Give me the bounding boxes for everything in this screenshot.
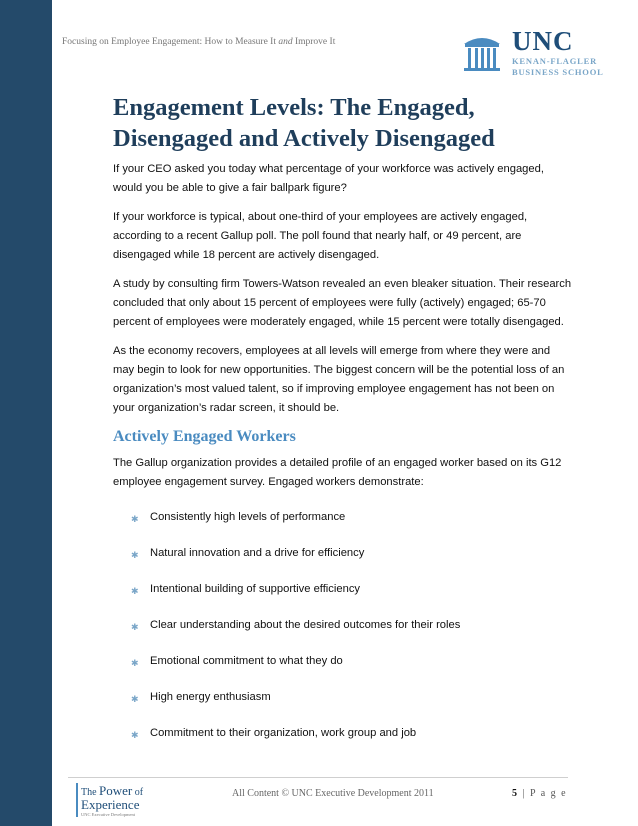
logo-unc-text: UNC [512,26,574,56]
list-item [113,618,573,654]
list-item [113,582,573,618]
list-item [113,690,573,726]
list-item [113,726,573,762]
article-title [113,92,573,154]
list-item-text: Commitment to their organization, work group and job [150,727,417,739]
list-item [113,546,573,582]
list-item-text: Intentional building of supportive efficiency [150,583,361,595]
list-item-text: Natural innovation and a drive for efficiency [150,547,365,559]
logo-school-line1: KENAN-FLAGLER [512,56,598,66]
logo-subtitle: UNC Executive Development [81,812,135,817]
running-header-and: and [278,37,293,47]
page-number-value: 5 [512,788,519,799]
logo-power: Power [99,783,133,798]
list-item-text: Consistently high levels of performance [150,511,346,523]
logo-the: The [81,787,97,798]
article-title-line2: Disengaged and Actively Disengaged [113,125,495,152]
logo-experience: Experience [81,797,140,812]
logo-of: of [134,787,144,798]
logo-school-line2: BUSINESS SCHOOL [512,67,604,77]
bullet-icon: ✱ [131,586,139,596]
unc-kenan-flagler-logo [460,26,610,84]
list-item-text: Clear understanding about the desired outcomes for their roles [150,619,461,631]
footer-divider [68,777,568,778]
page-number [512,788,567,799]
section-intro: The Gallup organization provides a detailed profile of an engaged worker based on its G12 employee engagement survey. Engaged workers demonstrate: [113,457,562,488]
bullet-icon: ✱ [131,550,139,560]
section-heading: Actively Engaged Workers [113,428,296,445]
bullet-list [113,510,573,762]
bullet-icon: ✱ [131,730,139,740]
article-title-line1: Engagement Levels: The Engaged, [113,94,475,121]
list-item-text: Emotional commitment to what they do [150,655,343,667]
logo-school-text [512,56,604,78]
running-header-suffix: Improve It [294,37,336,47]
paragraph: If your workforce is typical, about one-third of your employees are actively engaged, according to a recent Gallup poll. The poll found that nearly half, or 49 percent, are disengaged while 18 percent are actively disengaged. [113,211,528,261]
list-item [113,654,573,690]
bullet-icon: ✱ [131,622,139,632]
article-body [113,92,573,762]
paragraph: If your CEO asked you today what percentage of your workforce was actively engaged, would you be able to give a fair ballpark figure? [113,163,544,194]
power-of-experience-logo [76,783,146,819]
logo-accent-bar [76,783,78,817]
list-item-text: High energy enthusiasm [150,691,271,703]
page-label: | P a g e [522,788,568,799]
old-well-icon [460,30,504,74]
footer-copyright: All Content © UNC Executive Development 2011 [232,788,434,799]
list-item [113,510,573,546]
paragraph: A study by consulting firm Towers-Watson revealed an even bleaker situation. Their research concluded that only about 15 percent of employees were fully (actively) engaged; 65-70 percent of employees were moderately engaged, while 15 percent were totally disengaged. [113,278,572,328]
running-header [62,37,335,47]
bullet-icon: ✱ [131,658,139,668]
running-header-prefix: Focusing on Employee Engagement: How to Measure It [62,37,276,47]
bullet-icon: ✱ [131,694,139,704]
paragraph: As the economy recovers, employees at all levels will emerge from where they were and may begin to look for new opportunities. The biggest concern will be the potential loss of an organization’s most valued talent, so if improving employee engagement has not been on your organization’s radar screen, it should be. [113,345,565,414]
bullet-icon: ✱ [131,514,139,524]
left-sidebar-band [0,0,52,826]
